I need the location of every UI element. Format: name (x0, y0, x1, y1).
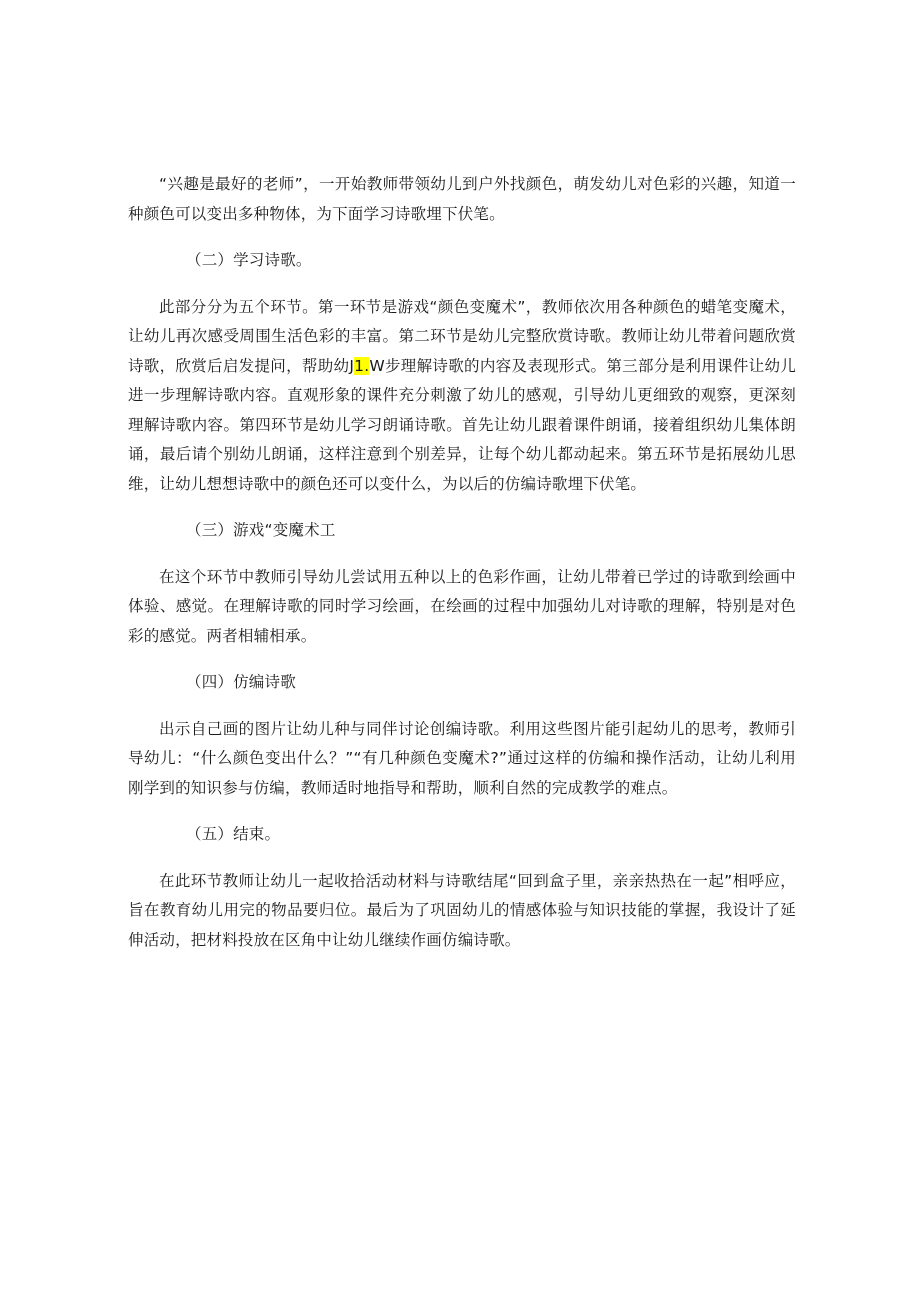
section-paragraph-3: 在这个环节中教师引导幼儿尝试用五种以上的色彩作画，让幼儿带着已学过的诗歌到绘画中体验、感觉。在理解诗歌的同时学习绘画，在绘画的过程中加强幼儿对诗歌的理解，特别是对色彩的感觉。两者相辅相承。 (128, 567, 796, 645)
section-paragraph-5: 在此环节教师让幼儿一起收拾活动材料与诗歌结尾“回到盒子里，亲亲热热在一起”相呼应，旨在教育幼儿用完的物品要归位。最后为了巩固幼儿的情感体验与知识技能的掌握，我设计了延伸活动，把材料投放在区角中让幼儿继续作画仿编诗歌。 (128, 871, 796, 949)
section-heading-5: （五）结束。 (186, 825, 281, 843)
section-2-text-part1: 此部分分为五个环节。第一环节是游戏“颜色变魔术”，教师依次用各种颜色的蜡笔变魔术，让幼儿再次感受周围生活色彩的丰富。第二环节是幼儿完整欣赏诗歌。教师让幼儿带着问题欣赏诗歌，欣赏后启发提问，帮助幼J (128, 297, 796, 375)
section-2-text-part2: W步理解诗歌的内容及表现形式。第三部分是利用课件让幼儿进一步理解诗歌内容。直观形象的课件充分刺激了幼儿的感观，引导幼儿更细致的观察，更深刻理解诗歌内容。第四环节是幼儿学习朗诵诗歌。首先让幼儿跟着课件朗诵，接着组织幼儿集体朗诵，最后请个别幼儿朗诵，这样注意到个别差异，让每个幼儿都动起来。第五环节是拓展幼儿思维，让幼儿想想诗歌中的颜色还可以变什么，为以后的仿编诗歌埋下伏笔。 (128, 356, 797, 493)
section-heading-3: （三）游戏“变魔术工 (186, 521, 336, 539)
document-page (128, 170, 796, 972)
section-paragraph-4: 出示自己画的图片让幼儿种与同伴讨论创编诗歌。利用这些图片能引起幼儿的思考，教师引导幼儿：“什么颜色变出什么？”“有几种颜色变魔术?”通过这样的仿编和操作活动，让幼儿利用刚学到的知识参与仿编，教师适时地指导和帮助，顺利自然的完成教学的难点。 (128, 719, 796, 797)
intro-paragraph: “兴趣是最好的老师”，一开始教师带领幼儿到户外找颜色，萌发幼儿对色彩的兴趣，知道一种颜色可以变出多种物体，为下面学习诗歌埋下伏笔。 (128, 175, 796, 223)
section-paragraph-2 (128, 293, 796, 500)
section-heading-4: （四）仿编诗歌 (186, 673, 296, 691)
section-heading-2: （二）学习诗歌。 (186, 251, 312, 269)
highlighted-text: 1. (354, 356, 370, 375)
